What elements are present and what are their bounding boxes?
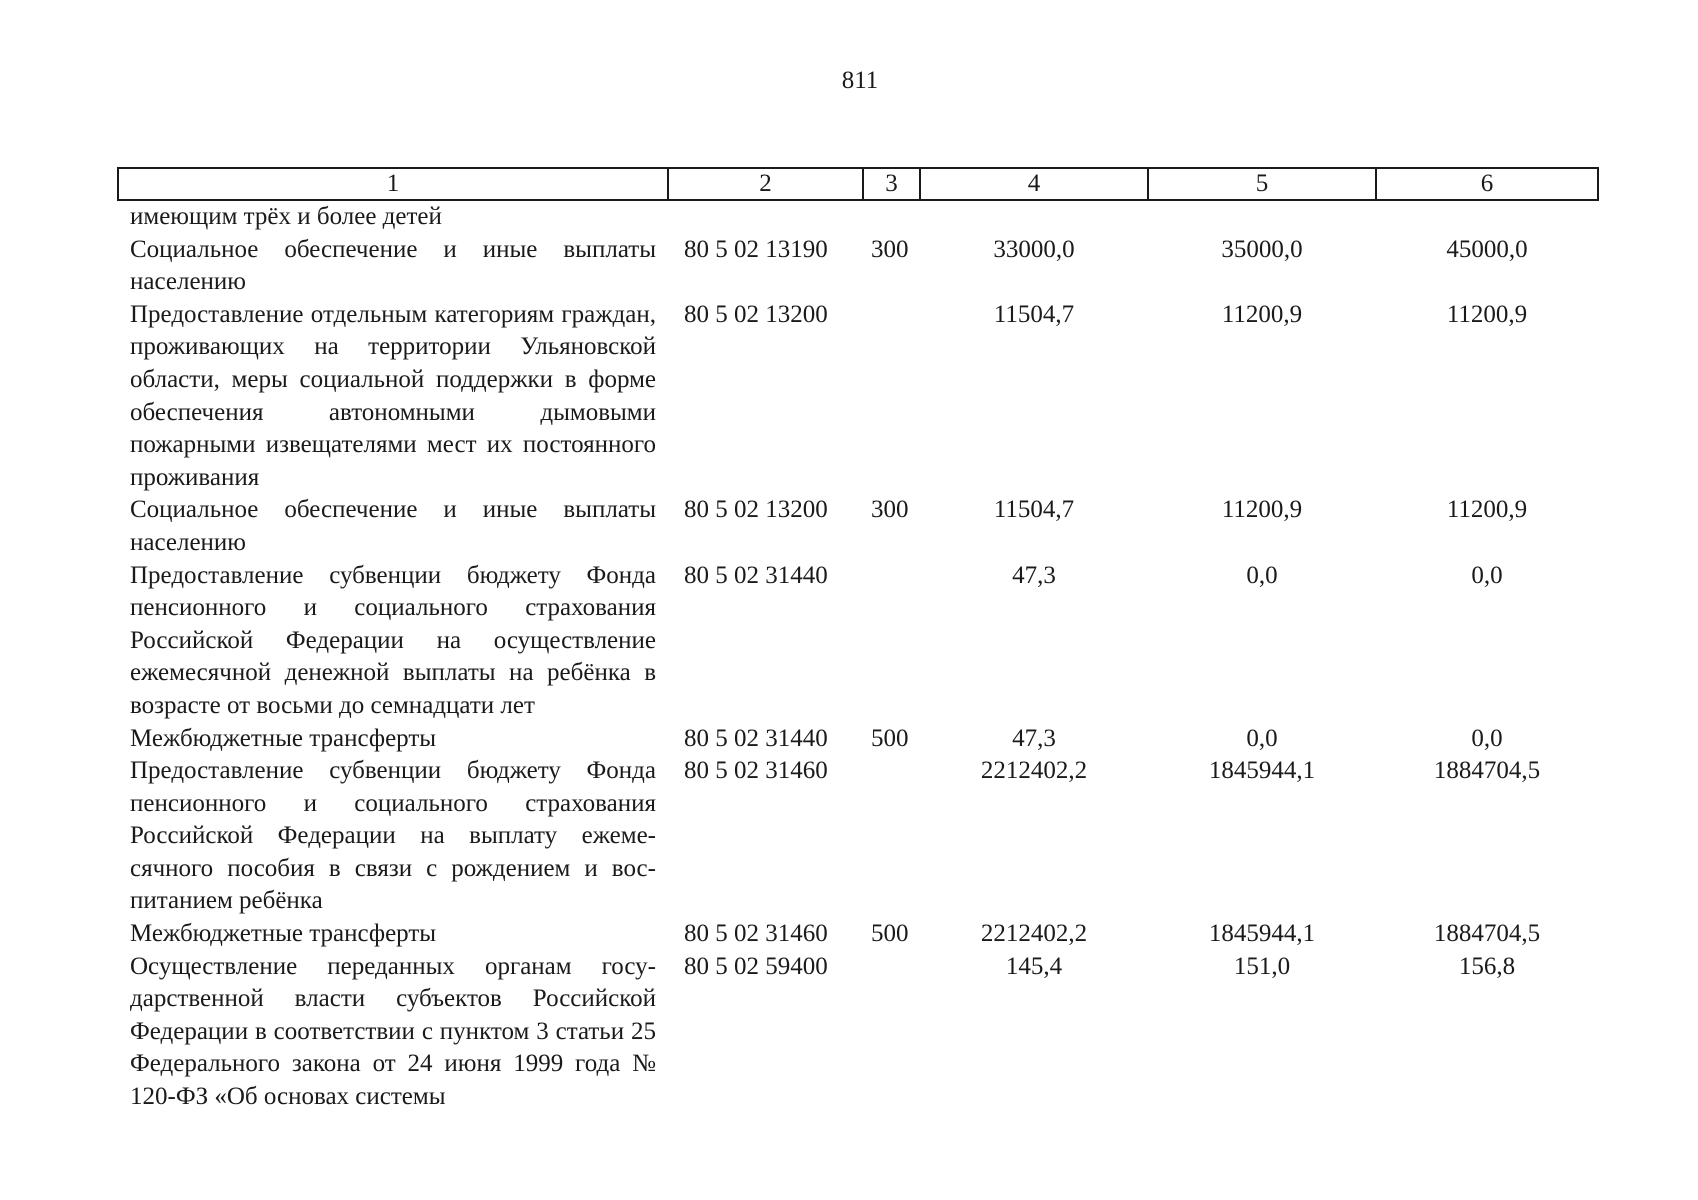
row-value-6: 0,0 [1471, 724, 1503, 752]
table-row [118, 918, 1598, 951]
row-name: имеющим трёх и более детей [130, 203, 442, 230]
table-row [118, 755, 1598, 918]
row-code: 80 5 02 31440 [684, 561, 828, 589]
row-code: 80 5 02 31460 [684, 757, 828, 785]
page-number: 811 [841, 67, 879, 94]
column-header-2: 2 [668, 168, 863, 200]
table-row [118, 200, 1598, 234]
row-name: Социальное обеспечение и иные выплаты населению [130, 235, 656, 296]
row-name: Межбюджетные трансферты [130, 920, 437, 948]
column-header-6: 6 [1376, 168, 1598, 200]
table-row [118, 234, 1598, 299]
budget-table [117, 167, 1599, 1114]
row-value-6: 45000,0 [1446, 235, 1528, 263]
row-name: Социальное обеспечение и иные выплаты населению [130, 496, 656, 556]
row-value-4: 47,3 [1012, 724, 1056, 752]
column-header-4: 4 [920, 168, 1148, 200]
row-value-5: 35000,0 [1221, 235, 1303, 263]
row-value-4: 11504,7 [993, 496, 1075, 524]
row-expense-type [863, 755, 920, 918]
row-code: 80 5 02 13190 [684, 235, 828, 263]
table-header-row [118, 168, 1598, 200]
row-value-5: 0,0 [1246, 561, 1278, 589]
row-name: Предоставление субвенции бюджету Фонда пенсионного и социального страхования Российской Федерации на осуществление ежемесячной денежной выплаты на ребёнка в возрасте от восьми до семнадцати лет [130, 561, 656, 719]
row-value-5: 0,0 [1246, 724, 1278, 752]
column-header-3: 3 [863, 168, 920, 200]
row-value-5: 11200,9 [1221, 300, 1303, 328]
row-value-4: 33000,0 [993, 235, 1075, 263]
table-row [118, 560, 1598, 723]
column-header-1: 1 [118, 168, 668, 200]
row-value-6: 1884704,5 [1433, 757, 1541, 785]
row-code: 80 5 02 31460 [684, 920, 828, 948]
table-row [118, 299, 1598, 495]
row-expense-type: 500 [871, 724, 909, 752]
row-value-6: 11200,9 [1446, 496, 1528, 524]
row-value-5: 11200,9 [1221, 496, 1303, 524]
row-value-6: 0,0 [1471, 561, 1503, 589]
row-value-4: 2212402,2 [980, 920, 1088, 948]
row-value-4: 11504,7 [993, 300, 1075, 328]
row-value-4: 145,4 [1005, 952, 1063, 980]
row-expense-type [863, 951, 920, 1114]
row-code [668, 200, 863, 234]
row-expense-type: 300 [871, 496, 909, 524]
row-name: Предоставление отдельным категориям граждан, проживающих на территории Ульяновской области, меры социальной поддержки в форме обеспечения автономными дымовыми пожарными извещателями мест их постоянного проживания [130, 300, 656, 491]
row-expense-type [863, 560, 920, 723]
row-code: 80 5 02 13200 [684, 300, 828, 328]
table-row [118, 494, 1598, 559]
row-code: 80 5 02 13200 [684, 496, 828, 524]
row-value-5: 1845944,1 [1208, 920, 1316, 948]
table-row [118, 723, 1598, 756]
row-value-4: 2212402,2 [980, 757, 1088, 785]
row-value-6: 11200,9 [1446, 300, 1528, 328]
row-expense-type [863, 299, 920, 495]
row-code: 80 5 02 59400 [684, 952, 828, 980]
row-expense-type [863, 200, 920, 234]
row-value-4: 47,3 [1012, 561, 1056, 589]
row-name: Межбюджетные трансферты [130, 724, 437, 752]
row-value-5: 151,0 [1233, 952, 1291, 980]
row-value-6: 156,8 [1458, 952, 1516, 980]
row-name: Предоставление субвенции бюджету Фонда пенсионного и социального страхования Российской Федерации на выплату ежемесячного пособия в связи с рождением и воспитанием ребёнка [130, 757, 656, 915]
column-header-5: 5 [1148, 168, 1376, 200]
table-row [118, 951, 1598, 1114]
row-expense-type: 500 [871, 920, 909, 948]
row-value-5: 1845944,1 [1208, 757, 1316, 785]
row-code: 80 5 02 31440 [684, 724, 828, 752]
row-expense-type: 300 [871, 235, 909, 263]
row-name: Осуществление переданных органам государственной власти субъектов Российской Федерации в соответствии с пунктом 3 статьи 25 Федерального закона от 24 июня 1999 года № 120-ФЗ «Об основах системы [130, 952, 656, 1111]
row-value-6: 1884704,5 [1433, 920, 1541, 948]
